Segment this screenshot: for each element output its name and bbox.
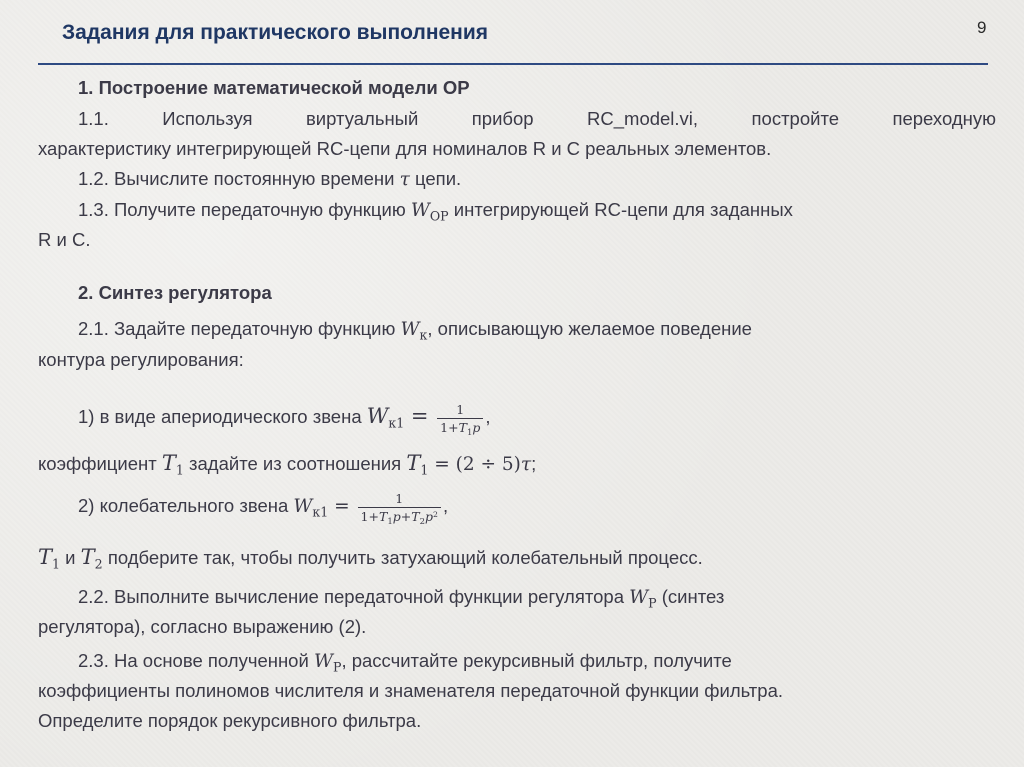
- case2-den-plus: +: [400, 508, 412, 524]
- item-1-3: [78, 199, 996, 222]
- t1-symbol-3: T: [38, 545, 53, 569]
- case2-den-t2-sub: 2: [419, 516, 426, 527]
- case2-text: 2) колебательного звена: [78, 495, 294, 516]
- w-p-subscript: Р: [648, 595, 657, 611]
- case1-den-one: 1+: [440, 419, 459, 435]
- page-number: 9: [977, 18, 987, 37]
- item-1-2-suffix: цепи.: [409, 168, 462, 189]
- t2-symbol: T: [80, 545, 95, 569]
- case1-denominator: [437, 418, 483, 438]
- item-1-2: [78, 168, 461, 191]
- equals-sign-2: =: [328, 496, 356, 517]
- item-2-2: [78, 586, 724, 609]
- item-2-1-line2: контура регулирования:: [38, 349, 244, 370]
- item-2-3-suffix: , рассчитайте рекурсивный фильтр, получите: [341, 650, 732, 671]
- item-2-2-line2: регулятора), согласно выражению (2).: [38, 616, 367, 637]
- case2-den-p2: p: [425, 508, 434, 524]
- case2-formula: [78, 486, 448, 527]
- w-p-symbol: W: [629, 587, 649, 608]
- w-k1-subscript-2: к1: [312, 504, 329, 520]
- item-2-2-suffix: (синтез: [656, 586, 725, 607]
- item-1-3-suffix: интегрирующей RC-цепи для заданных: [448, 199, 793, 220]
- w-k-subscript: к: [419, 327, 428, 343]
- choose-and: и: [60, 547, 81, 568]
- case2-den-p2-sup: 2: [433, 509, 438, 519]
- tau-symbol-2: τ: [520, 454, 532, 475]
- header-divider: [38, 63, 988, 65]
- t2-subscript: 2: [94, 556, 103, 572]
- section2-heading: 2. Синтез регулятора: [78, 282, 272, 303]
- item-2-3-line2: коэффициенты полиномов числителя и знаменателя передаточной функции фильтра.: [38, 680, 783, 701]
- tau-symbol: τ: [399, 169, 410, 190]
- case2-den-p1: p: [392, 508, 401, 524]
- case1-formula: [78, 396, 491, 437]
- case2-den-t2: T: [411, 508, 420, 524]
- coef-mid-text: задайте из соотношения: [183, 453, 407, 474]
- case2-den-one: 1+: [360, 508, 379, 524]
- w-op-subscript: ОР: [429, 208, 449, 224]
- item-2-3-line3: Определите порядок рекурсивного фильтра.: [38, 710, 422, 731]
- item-1-3-text: 1.3. Получите передаточную функцию: [78, 199, 411, 220]
- choose-text: подберите так, чтобы получить затухающий колебательный процесс.: [102, 547, 703, 568]
- case2-fraction: [358, 490, 441, 527]
- w-p-subscript-2: Р: [332, 659, 342, 675]
- w-k1-symbol-2: W: [293, 496, 313, 517]
- case2-denominator: [358, 507, 441, 527]
- item-2-1-suffix: , описывающую желаемое поведение: [427, 318, 752, 339]
- item-1-1-line1: 1.1. Используя виртуальный прибор RC_model.vi, постройте переходную: [78, 108, 996, 129]
- case1-fraction: [437, 401, 483, 438]
- choose-line: [38, 545, 703, 572]
- t1-subscript-3: 1: [52, 556, 61, 572]
- case2-den-t1-sub: 1: [387, 516, 393, 527]
- section1-heading: 1. Построение математической модели ОР: [78, 77, 470, 98]
- case1-numerator: 1: [456, 401, 465, 417]
- page-title: Задания для практического выполнения: [62, 21, 489, 44]
- equals-sign: =: [404, 404, 436, 428]
- w-p-symbol-2: W: [313, 651, 333, 672]
- case1-den-p: p: [472, 419, 481, 435]
- coef-semicolon: ;: [531, 453, 537, 474]
- case2-comma: ,: [442, 495, 449, 516]
- item-1-3-line2: R и C.: [38, 229, 91, 250]
- item-2-1: [78, 318, 752, 341]
- t1-symbol: T: [161, 451, 176, 475]
- item-2-3-text: 2.3. На основе полученной: [78, 650, 314, 671]
- t1-subscript: 1: [175, 462, 184, 478]
- case1-den-t: T: [458, 419, 467, 435]
- case1-text: 1) в виде апериодического звена: [78, 406, 367, 427]
- item-2-2-text: 2.2. Выполните вычисление передаточной функции регулятора: [78, 586, 630, 607]
- w-k-symbol: W: [400, 319, 420, 340]
- ratio-expression: = (2 ÷ 5): [428, 454, 521, 475]
- coef-line: [38, 452, 536, 476]
- item-2-3: [78, 650, 732, 673]
- case2-numerator: 1: [395, 490, 404, 506]
- case1-den-t-sub: 1: [466, 427, 473, 438]
- w-k1-subscript: к1: [388, 415, 405, 431]
- t1-symbol-2: T: [406, 451, 421, 475]
- case2-den-t1: T: [378, 508, 388, 524]
- coef-text: коэффициент: [38, 453, 162, 474]
- case1-comma: ,: [485, 406, 491, 427]
- t1-subscript-2: 1: [420, 462, 429, 478]
- item-2-1-text: 2.1. Задайте передаточную функцию: [78, 318, 401, 339]
- item-1-1-line2: характеристику интегрирующей RC-цепи для номиналов R и C реальных элементов.: [38, 138, 772, 159]
- item-1-2-text: 1.2. Вычислите постоянную времени: [78, 168, 400, 189]
- w-op-symbol: W: [410, 200, 430, 221]
- w-k1-symbol: W: [366, 404, 389, 428]
